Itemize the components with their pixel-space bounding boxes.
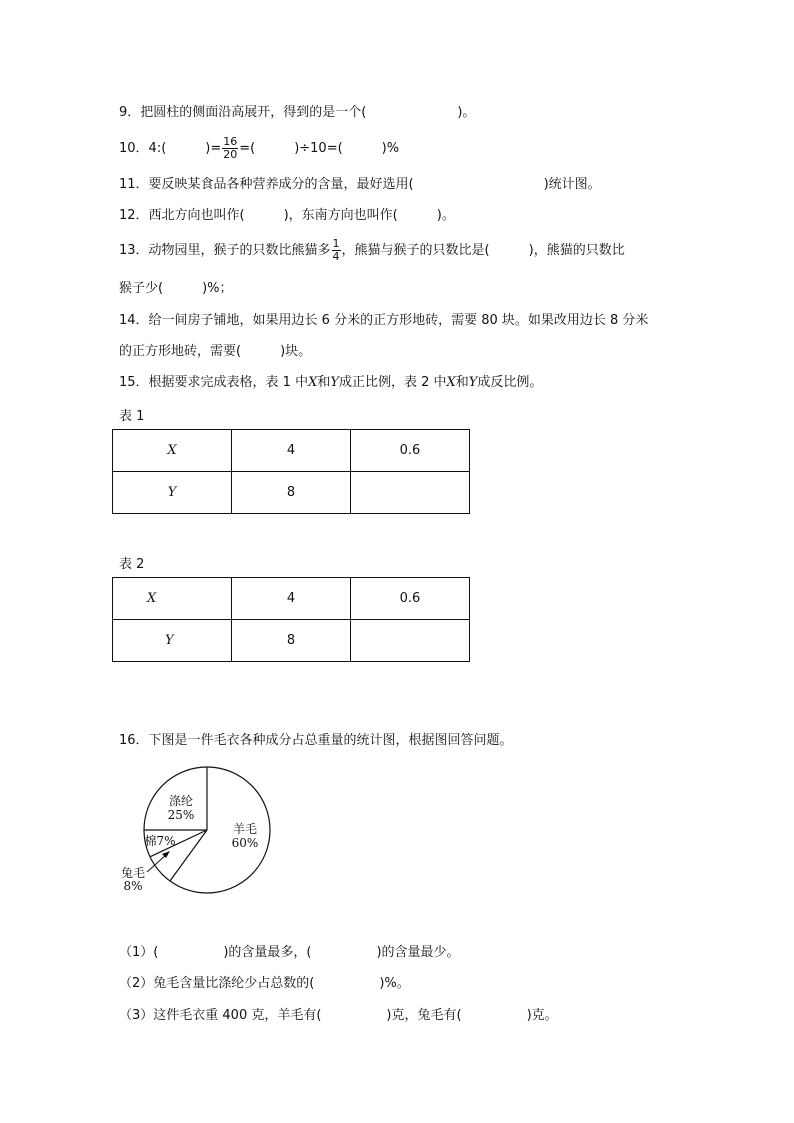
q15 [119, 374, 542, 392]
q15-var-x: X [308, 375, 318, 390]
pie-value-label: 25% [167, 808, 195, 822]
q12: 12．西北方向也叫作( )，东南方向也叫作( )。 [119, 208, 455, 223]
table-cell: 8 [232, 620, 351, 662]
q10-suffix: =( )÷10=( )% [239, 141, 400, 156]
q10-numerator: 16 [223, 135, 238, 148]
pie-slice-label: 棉7% [144, 834, 176, 848]
q13-prefix: 13．动物园里，猴子的只数比熊猫多 [119, 243, 331, 258]
q16: 16．下图是一件毛衣各种成分占总重量的统计图，根据图回答问题。 [119, 733, 513, 748]
table-cell-blank[interactable] [351, 472, 470, 514]
pie-value-label: 60% [231, 836, 259, 850]
table1-title: 表 1 [119, 409, 145, 424]
q10 [119, 136, 399, 161]
table-cell: 4 [232, 578, 351, 620]
q13-suffix: ，熊猫与猴子的只数比是( )，熊猫的只数比 [341, 243, 625, 258]
q10-denominator: 20 [223, 148, 238, 161]
q15-text-3: 成正比例，表 2 中 [338, 375, 447, 390]
q13-line2: 猴子少( )%； [119, 281, 233, 296]
table-2 [112, 577, 470, 662]
q16-sub1: （1）( )的含量最多，( )的含量最少。 [119, 945, 460, 960]
table2-title: 表 2 [119, 557, 145, 572]
table-cell: X [113, 578, 232, 620]
q11: 11．要反映某食品各种营养成分的含量，最好选用( )统计图。 [119, 177, 601, 192]
table-cell: 4 [232, 430, 351, 472]
table-cell-blank[interactable] [351, 620, 470, 662]
table-row [113, 578, 470, 620]
q13-denominator: 4 [332, 250, 340, 263]
table-cell: X [113, 430, 232, 472]
q13-fraction [332, 238, 341, 263]
q10-prefix: 10．4:( )= [119, 141, 222, 156]
q16-sub3: （3）这件毛衣重 400 克，羊毛有( )克，兔毛有( )克。 [119, 1008, 558, 1023]
q10-fraction [222, 136, 238, 161]
q15-text-4: 和 [455, 375, 469, 390]
q15-text-1: 15．根据要求完成表格，表 1 中 [119, 375, 309, 390]
q15-var-x2: X [446, 375, 456, 390]
table-cell: 8 [232, 472, 351, 514]
q13 [119, 238, 625, 263]
table-cell: 0.6 [351, 578, 470, 620]
pie-value-label: 8% [123, 879, 143, 893]
table-1 [112, 429, 470, 514]
q16-sub2: （2）兔毛含量比涤纶少占总数的( )%。 [119, 976, 410, 991]
pie-slice-label: 羊毛 [232, 822, 258, 836]
q15-text-5: 成反比例。 [477, 375, 543, 390]
pie-slice-label: 兔毛 [120, 866, 146, 880]
q14-line1: 14．给一间房子铺地，如果用边长 6 分米的正方形地砖，需要 80 块。如果改用边长 8 分米 [119, 313, 649, 328]
q15-text-2: 和 [317, 375, 331, 390]
q9: 9．把圆柱的侧面沿高展开，得到的是一个( )。 [119, 105, 476, 120]
pie-slice-label: 涤纶 [168, 794, 194, 808]
table-cell: 0.6 [351, 430, 470, 472]
table-row [113, 472, 470, 514]
q15-var-y: Y [330, 375, 339, 390]
q15-var-y2: Y [468, 375, 478, 390]
q14-line2: 的正方形地砖，需要( )块。 [119, 344, 312, 359]
table-row [113, 620, 470, 662]
table-cell: Y [113, 620, 232, 662]
q13-numerator: 1 [332, 237, 340, 250]
table-row [113, 430, 470, 472]
table-cell: Y [113, 472, 232, 514]
pie-chart [115, 760, 315, 910]
